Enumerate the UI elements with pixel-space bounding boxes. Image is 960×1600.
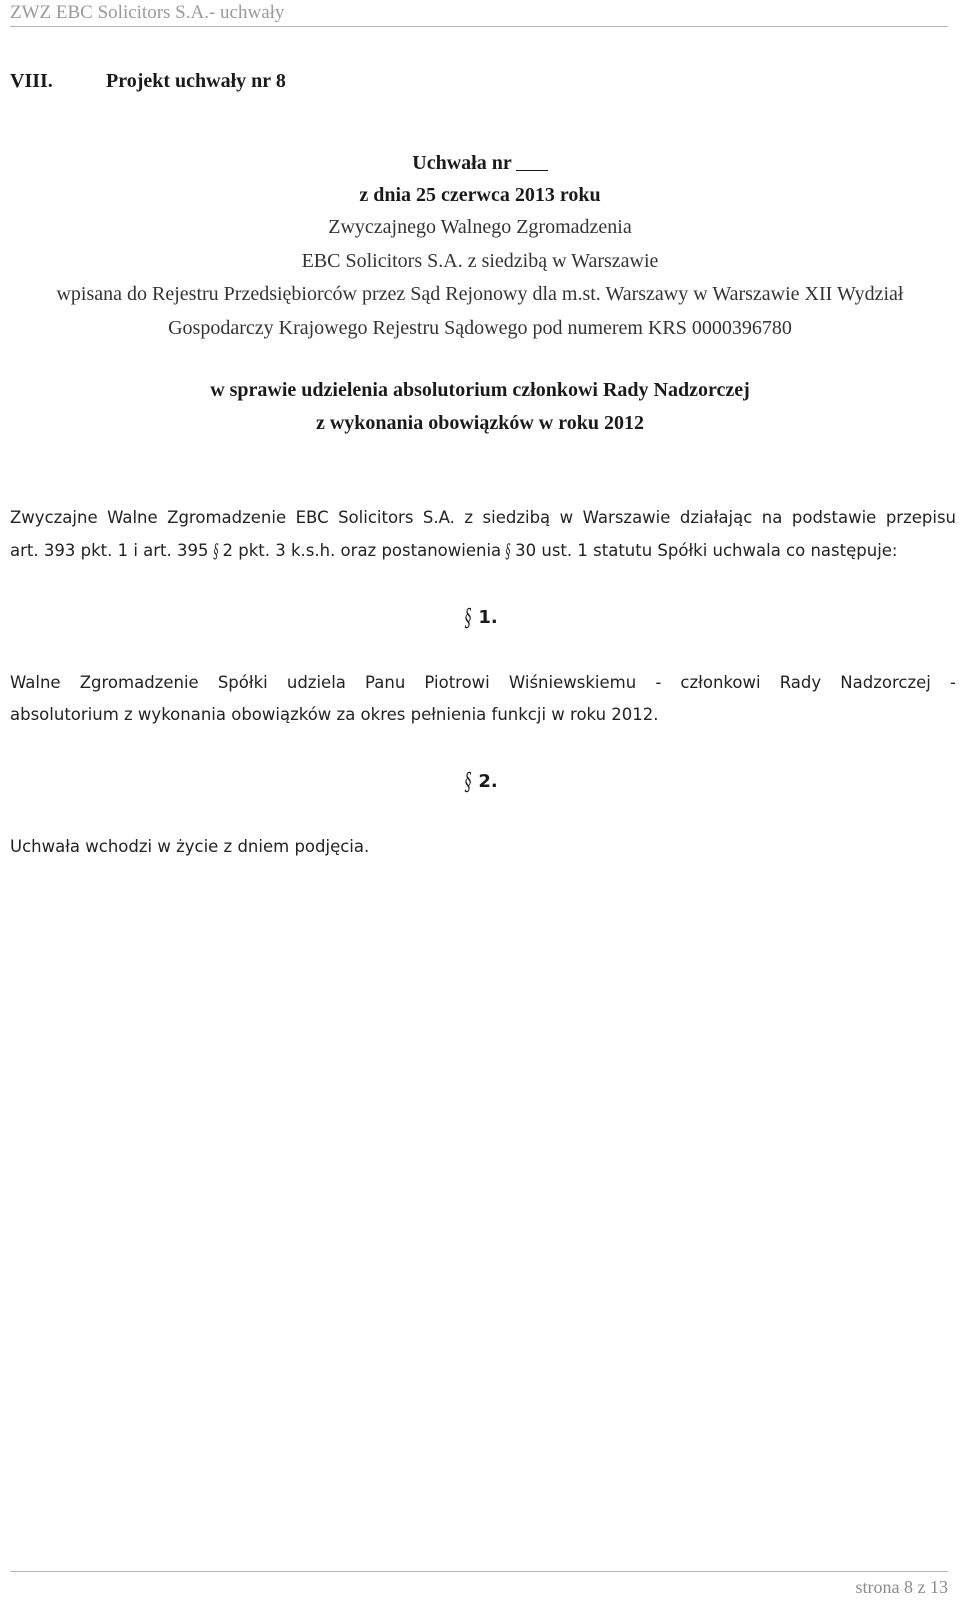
subject-line-2: z wykonania obowiązków w roku 2012 xyxy=(315,412,645,434)
page-number: strona 8 z 13 xyxy=(855,1577,948,1597)
section-sign-icon: § xyxy=(505,539,511,563)
section-sign-icon: § xyxy=(213,539,218,563)
paragraph-2-number: 2. xyxy=(478,771,498,792)
resolution-number-blank xyxy=(516,169,548,171)
section-title-text: Projekt uchwały nr 8 xyxy=(106,70,286,92)
registry-line-1: wpisana do Rejestru Przedsiębiorców przez Sąd Rejonowy dla m.st. Warszawy w Warszawie XII Wydział xyxy=(56,283,904,305)
section-sign-icon: § xyxy=(465,768,472,796)
paragraph-1-number: 1. xyxy=(478,607,498,628)
header-divider xyxy=(10,26,948,27)
registry-line-2: Gospodarczy Krajowego Rejestru Sądowego pod numerem KRS 0000396780 xyxy=(168,317,792,339)
preamble-line-1: Zwyczajne Walne Zgromadzenie EBC Solicitors S.A. z siedzibą w Warszawie działając na podstawie przepisu xyxy=(10,508,956,527)
preamble-line-2-part-a: art. 393 pkt. 1 i art. 395 xyxy=(10,541,209,560)
paragraph-2-mark xyxy=(0,768,960,796)
section-sign-icon: § xyxy=(465,604,472,632)
paragraph-2-line-1: Uchwała wchodzi w życie z dniem podjęcia. xyxy=(10,837,370,856)
document-header: ZWZ EBC Solicitors S.A.- uchwały xyxy=(10,2,285,23)
resolution-date: z dnia 25 czerwca 2013 roku xyxy=(359,184,601,206)
assembly-line: Zwyczajnego Walnego Zgromadzenia xyxy=(328,216,632,238)
section-number: VIII. xyxy=(10,70,53,92)
resolution-heading xyxy=(0,146,960,180)
company-line: EBC Solicitors S.A. z siedzibą w Warszawie xyxy=(301,250,659,272)
preamble-line-2-part-b: 2 pkt. 3 k.s.h. oraz postanowienia xyxy=(222,541,502,560)
paragraph-1-mark xyxy=(0,604,960,632)
section-heading xyxy=(10,70,286,93)
preamble-line-2 xyxy=(10,534,956,568)
preamble-line-2-part-c: 30 ust. 1 statutu Spółki uchwala co następuje: xyxy=(515,541,898,560)
paragraph-1-line-1: Walne Zgromadzenie Spółki udziela Panu Piotrowi Wiśniewskiemu - członkowi Rady Nadzorczej - xyxy=(10,673,956,692)
resolution-heading-text: Uchwała nr xyxy=(412,152,512,174)
paragraph-1-line-2: absolutorium z wykonania obowiązków za okres pełnienia funkcji w roku 2012. xyxy=(10,705,659,724)
footer-divider xyxy=(10,1571,948,1572)
subject-line-1: w sprawie udzielenia absolutorium członkowi Rady Nadzorczej xyxy=(210,379,750,401)
